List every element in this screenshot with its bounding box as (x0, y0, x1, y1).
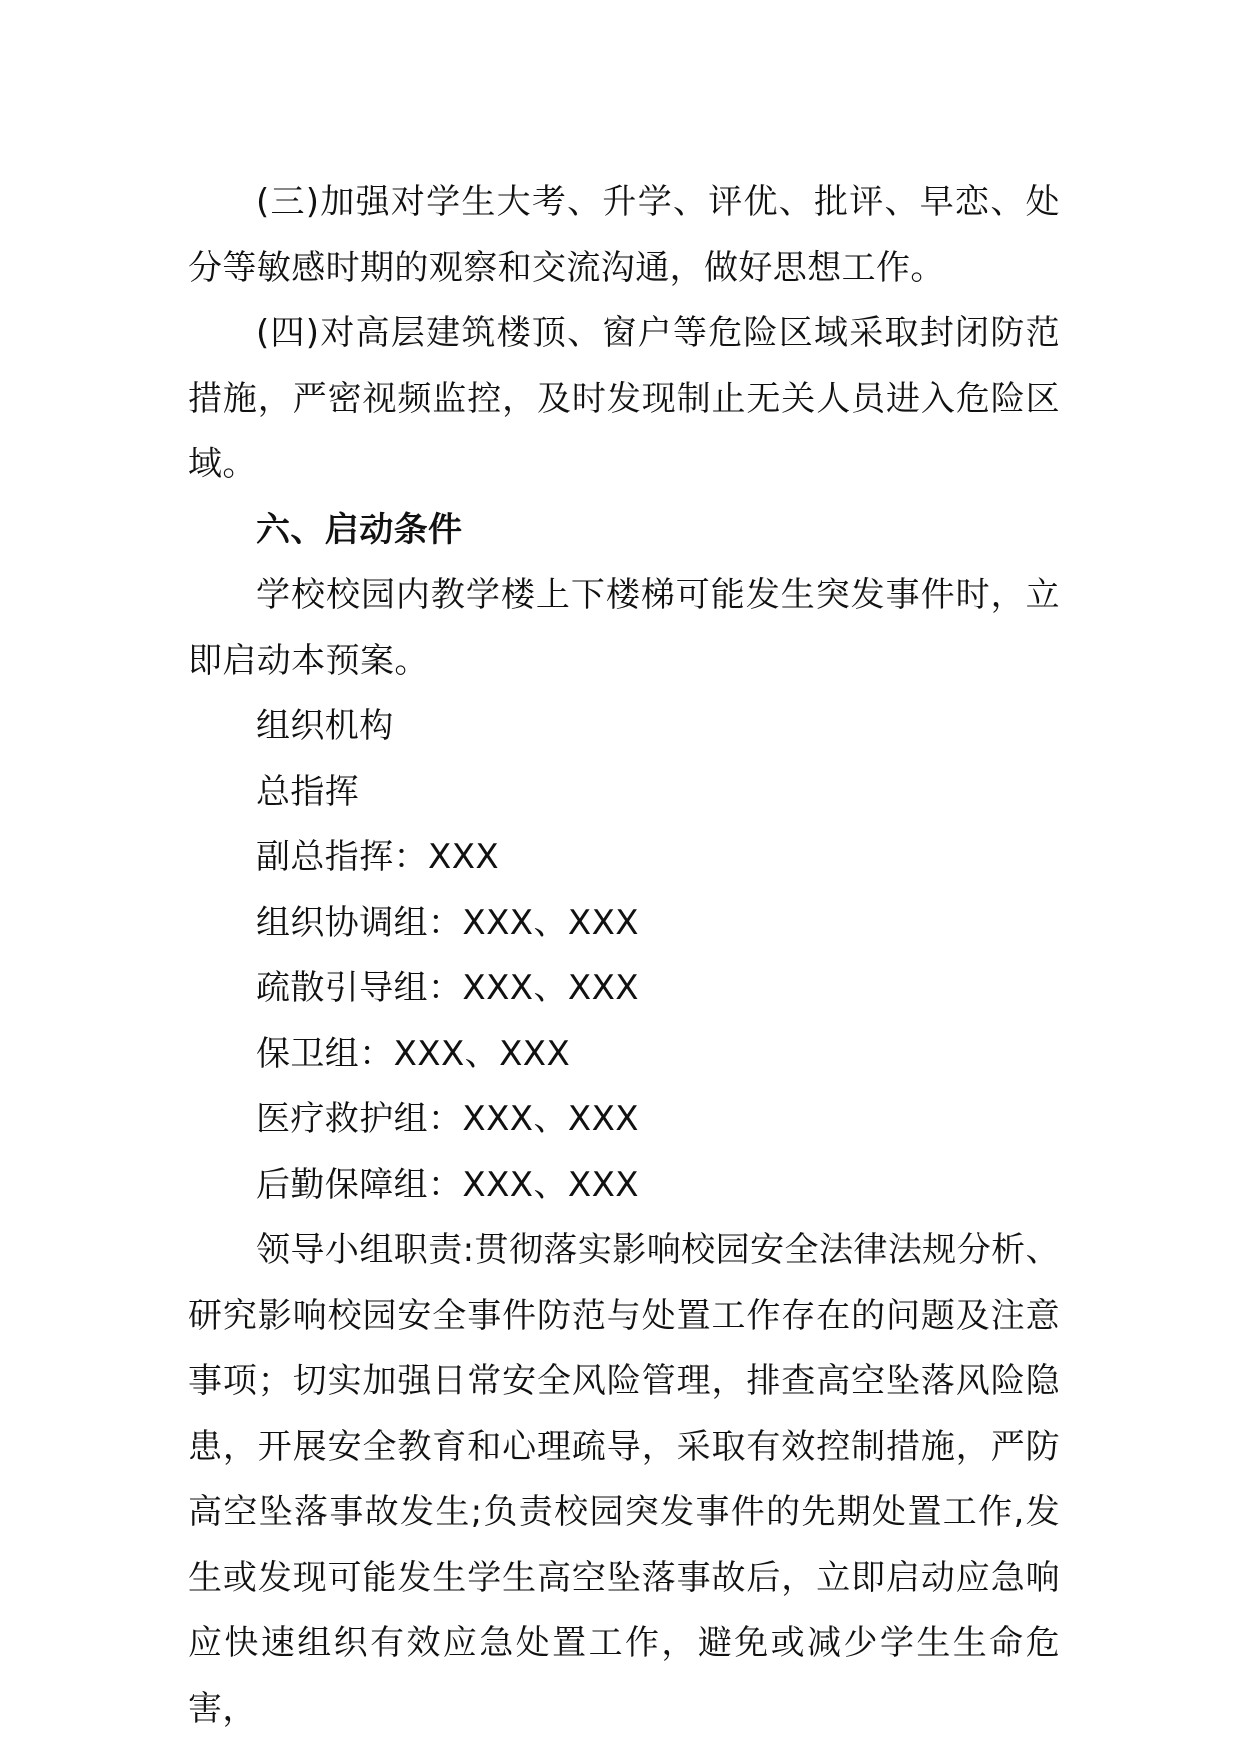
paragraph-commander: 总指挥 (256, 771, 360, 812)
paragraph-security-group: 保卫组：XXX、XXX (256, 1033, 571, 1074)
paragraph-high-rise-areas: (四)对高层建筑楼顶、窗户等危险区域采取封闭防范措施，严密视频监控，及时发现制止无关人员进入危险区域。 (188, 313, 1060, 484)
section-heading-startup-conditions: 六、启动条件 (256, 509, 463, 550)
paragraph-medical-group: 医疗救护组：XXX、XXX (256, 1099, 639, 1139)
paragraph-evacuation-group: 疏散引导组：XXX、XXX (256, 968, 639, 1008)
paragraph-logistics-group: 后勤保障组：XXX、XXX (256, 1164, 639, 1205)
paragraph-sensitive-periods: (三)加强对学生大考、升学、评优、批评、早恋、处分等敏感时期的观察和交流沟通，做好思想工作。 (188, 182, 1060, 288)
paragraph-leadership-duties: 领导小组职责:贯彻落实影响校园安全法律法规分析、研究影响校园安全事件防范与处置工作存在的问题及注意事项；切实加强日常安全风险管理，排查高空坠落风险隐患，开展安全教育和心理疏导，采取有效控制措施，严防高空坠落事故发生;负责校园突发事件的先期处置工作,发生或发现可能发生学生高空坠落事故后，立即启动应急响应快速组织有效应急处置工作，避免或减少学生生命危害， (188, 1230, 1060, 1729)
paragraph-coordination-group: 组织协调组：XXX、XXX (256, 902, 639, 943)
paragraph-startup-condition: 学校校园内教学楼上下楼梯可能发生突发事件时，立即启动本预案。 (188, 575, 1060, 681)
document-body (188, 170, 1060, 1742)
paragraph-deputy-commander: 副总指挥：XXX (256, 837, 500, 877)
paragraph-organization: 组织机构 (256, 706, 394, 746)
